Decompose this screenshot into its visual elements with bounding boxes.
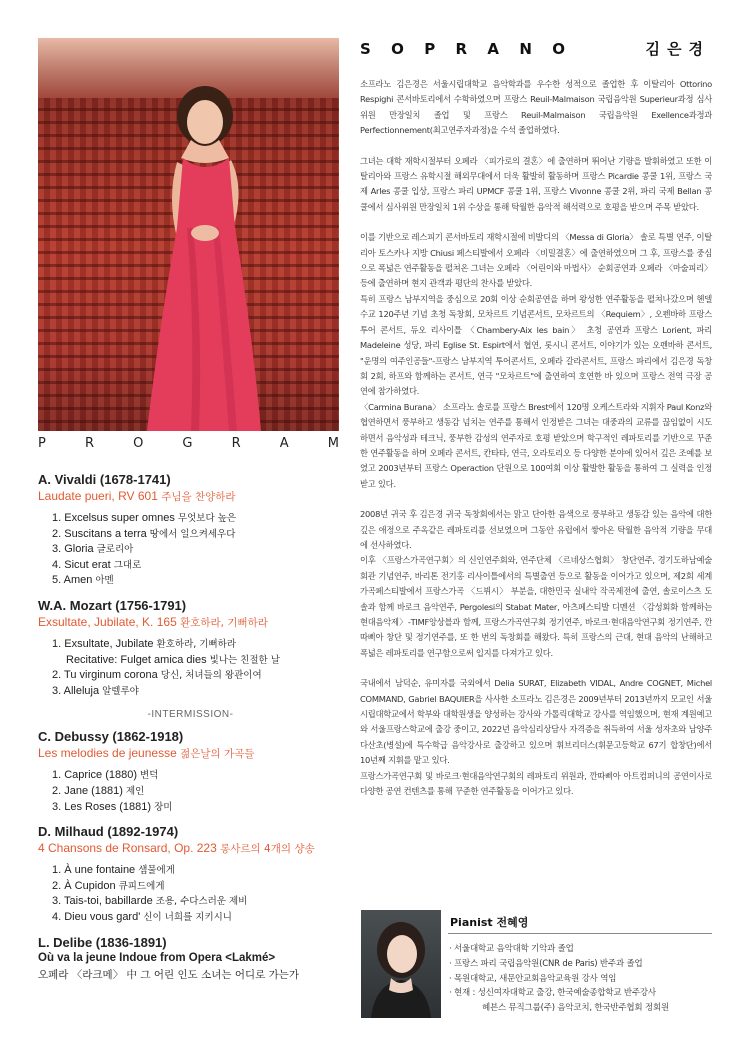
work-title-en: Les melodies de jeunesse	[38, 746, 177, 761]
career-item: 혜븐스 뮤직그룹(주) 음악코치, 한국반주협회 정회원	[482, 1003, 669, 1014]
program-letter: P	[38, 436, 46, 451]
singer-figure	[133, 78, 273, 431]
movement-ko: 아멘	[92, 575, 114, 587]
movement-list	[52, 637, 343, 699]
program-heading	[38, 436, 339, 451]
movement	[52, 511, 343, 527]
movement	[52, 863, 343, 879]
movement-ko: 환호하라, 기뻐하라	[153, 638, 236, 650]
movement	[52, 527, 343, 543]
movement	[52, 573, 343, 589]
pianist-figure	[361, 910, 441, 1018]
movement	[52, 879, 343, 895]
bio-paragraph: 그녀는 대학 재학시절부터 오페라 〈피가로의 결혼〉에 출연하며 뛰어난 기량을 발휘하였고 또한 이탈리아와 프랑스 유학시절 해외무대에서 더욱 활발히 활동하며 프랑스 Picardie 콩쿨 1위, 프랑스 국제 Arles 콩쿨 입상, 프랑스 파리 UPMCF 콩쿨 1위, 프랑스 Vivonne 콩쿨 2위, 파리 국제 Bellan 콩쿨에서 심사위원 만장일치 1위 수상을 통해 탁월한 음악적 해석력으로 호평을 받으며 주목 받았다.	[360, 155, 712, 212]
soprano-letter: A	[487, 40, 499, 58]
movement-en: 2. À Cupidon	[52, 879, 116, 892]
career-item: · 프랑스 파리 국립음악원(CNR de Paris) 반주과 졸업	[449, 958, 643, 969]
composer-milhaud: D. Milhaud (1892-1974)	[38, 824, 179, 840]
work-title	[38, 615, 343, 630]
career-item: · 서울대학교 음악대학 기악과 졸업	[449, 944, 574, 954]
career-item: · 목원대학교, 새문안교회음악교육원 강사 역임	[449, 973, 617, 984]
movement-list	[52, 511, 343, 589]
work-title-en: 4 Chansons de Ronsard, Op. 223	[38, 841, 217, 856]
movement-ko: 그대로	[110, 559, 142, 571]
movement	[52, 684, 343, 700]
movement-list	[52, 768, 343, 815]
work-title-ko: 젊은날의 가곡들	[176, 748, 255, 761]
composer-debussy: C. Debussy (1862-1918)	[38, 729, 184, 745]
bio-paragraph: 국내에서 남덕순, 유미자를 국외에서 Delia SURAT, Elizabeth VIDAL, Andre COGNET, Michel COMMAND, Gabriel BAQUIER을 사사한 소프라노 김은경은 2009년부터 2013년까지 모교인 서울시립대학교에서 학부와 대학원생을 양성하는 강사와 가톨릭대학교 강사를 역임했으며, 현재 계원예고와 서울프랑스학교에 출강 중이고, 2022년 음악심리상담사 자격증을 취득하여 서울 성자초와 남양주 다산초(병설)에 특수학급 음악강사로 출강하고 있으며 휘브리더스(휘문고등학교 67기 합창단)에서 10년째 지휘를 맡고 있다.	[360, 678, 712, 766]
soprano-letter: S	[360, 40, 371, 58]
movement-en: 3. Les Roses (1881)	[52, 800, 152, 813]
soprano-letter: R	[455, 40, 468, 58]
composer-delibes: L. Delibe (1836-1891)	[38, 934, 167, 950]
movement-en: 2. Suscitans a terra	[52, 527, 147, 540]
movement-en: 3. Alleluja	[52, 684, 100, 697]
soprano-letter: O	[391, 40, 404, 58]
soprano-letter: P	[424, 40, 436, 58]
movement	[52, 542, 343, 558]
composer-mozart: W.A. Mozart (1756-1791)	[38, 597, 187, 613]
bio-paragraph: 소프라노 김은경은 서울시립대학교 음악학과를 우수한 성적으로 졸업한 후 이탈리아 Ottorino Respighi 콘서바토리에서 수학하였으며 프랑스 Reuil-Malmaison 국립음악원 Superieur과정 심사위원 만장일치 졸업 및 프랑스 Reuil-Malmaison 국립음악원 Exellence과정과 Perfectionnement(최고연주자과정)을 수석 졸업하였다.	[360, 79, 712, 136]
movement-en: 1. À une fontaine	[52, 864, 136, 877]
movement-ko: 제인	[122, 785, 145, 797]
program-list	[38, 472, 343, 982]
movement	[52, 668, 343, 684]
program-letter: O	[133, 436, 144, 451]
bio-paragraph: 〈Carmina Burana〉 소프라노 솔로를 프랑스 Brest에서 120명 오케스트라와 지휘자 Paul Konz와 협연하면서 풍부하고 생동감 넘치는 연주를 통해서 인정받은 그녀는 대중과의 교류를 끊임없이 시도하면서 음악성과 테크닉, 풍부한 감성의 연주자로 호평 받았으며 학구적인 레파토리를 기반으로 꾸준한 연주활동을 하며 오페라 콘서트, 칸타타, 연극, 오라토리오 등 다양한 분야에 있어서 깊은 조예를 보였고 2003년부터 프랑스 Operaction 단원으로 100여회 이상 활발한 활동을 통하여 그 실력을 인정받고 있다.	[360, 401, 712, 489]
movement-en: 4. Dieu vous gard'	[52, 910, 141, 923]
movement-ko: 글로리아	[93, 544, 134, 556]
soprano-name: 김은경	[645, 40, 710, 58]
pianist-photo	[361, 910, 441, 1018]
movement-en: 5. Amen	[52, 574, 93, 587]
movement-ko: 신이 너희를 지키시니	[140, 911, 232, 923]
work-title	[38, 841, 343, 856]
movement-ko: 조용, 수다스러운 제비	[152, 896, 248, 908]
movement-en: 4. Sicut erat	[52, 558, 111, 571]
work-title	[38, 746, 343, 761]
movement-ko: 장미	[151, 801, 173, 813]
movement-en: 2. Jane (1881)	[52, 784, 123, 797]
work-title-ko: 롱사르의 4개의 샹송	[216, 843, 315, 856]
soprano-photo	[38, 38, 339, 431]
work-title-ko: 환호하라, 기뻐하라	[176, 616, 268, 629]
program-letter: A	[279, 436, 289, 451]
pianist-name: Pianist 전혜영	[450, 916, 529, 929]
divider	[448, 933, 712, 934]
work-title	[38, 489, 343, 504]
movement	[52, 894, 343, 910]
movement-ko: 빛나는 친절한 날	[206, 654, 280, 666]
soprano-letter: O	[552, 40, 565, 58]
movement-ko: 당신, 처녀들의 왕관이여	[157, 670, 262, 682]
program-letter: M	[327, 436, 339, 451]
program-letter: G	[182, 436, 193, 451]
movement-ko: 무엇보다 높은	[174, 513, 236, 524]
soprano-heading	[360, 38, 712, 60]
movement	[52, 910, 343, 926]
work-title-ko: 오페라 〈라크메〉 中 그 어린 인도 소녀는 어디로 가는가	[38, 968, 300, 981]
movement-ko: 알렐루야	[99, 685, 139, 697]
career-item: · 현재 : 성신여자대학교 출강, 한국예술종합학교 반주강사	[449, 988, 656, 999]
movement	[52, 637, 343, 653]
program-letter: R	[84, 436, 94, 451]
movement-list	[52, 863, 343, 925]
movement	[52, 768, 343, 784]
bio-paragraph: 이를 기반으로 레스피기 콘서바토리 재학시절에 비발디의 〈Messa di Gloria〉 솔로 특별 연주, 이탈리아 토스카나 지방 Chiusi 페스티발에서 오페라 〈비밀결혼〉에 출연하였으며 그 후, 프랑스를 중심으로 폭넓은 연주활동을 펼쳐온 그녀는 오페라 〈어린이와 마법사〉 순회공연과 오페라 〈마술피리〉 등에 출연하며 현지 관객과 평단의 찬사를 받았다.	[360, 232, 712, 289]
intermission: -INTERMISSION-	[147, 709, 234, 721]
movement-ko: 변덕	[137, 770, 159, 782]
movement	[52, 784, 343, 800]
bio-paragraph: 2008년 귀국 후 김은경 귀국 독창회에서는 맑고 단아한 음색으로 풍부하고 생동감 있는 음악에 대한 깊은 애정으로 주옥같은 레파토리를 선보였으며 그동안 유럽에서 쌓아온 탁월한 음악적 기량을 무대에 선사하였다.	[360, 509, 712, 550]
movement-en: 3. Tais-toi, babillarde	[52, 895, 153, 908]
bio-paragraph: 프랑스가곡연구회 및 바로크·현대음악연구회의 레파토리 위원과, 깐따삐아 아트컴퍼니의 공연이사로 다양한 공연 컨텐츠를 통해 꾸준한 연주활동을 이어가고 있다.	[360, 770, 712, 797]
biography	[360, 77, 712, 799]
movement-ko: 큐피드에게	[115, 880, 165, 892]
movement-ko: 땅에서 일으켜세우다	[146, 528, 236, 540]
composer-vivaldi: A. Vivaldi (1678-1741)	[38, 472, 171, 487]
work-title-en: Exsultate, Jubilate, K. 165	[38, 614, 177, 629]
movement-en: 1. Excelsus super omnes	[52, 512, 175, 524]
movement	[52, 800, 343, 816]
movement-ko: 샘물에게	[135, 865, 175, 877]
program-letter: R	[231, 436, 241, 451]
movement-en: 1. Caprice (1880)	[52, 769, 137, 782]
soprano-letter: N	[519, 40, 532, 58]
movement	[52, 653, 343, 669]
movement-en: 1. Exsultate, Jubilate	[52, 637, 154, 650]
movement-en: 2. Tu virginum corona	[52, 669, 158, 682]
movement-en: Recitative: Fulget amica dies	[66, 653, 207, 666]
movement-en: 3. Gloria	[52, 543, 94, 556]
pianist-career-list	[449, 942, 715, 1016]
bio-paragraph: 이후 〈프랑스가곡연구회〉의 신인연주회와, 연주단체 〈르네상스협회〉 창단연주, 경기도하남예술회관 기념연주, 바리톤 전기홍 리사이틀에서의 특별출연 등으로 활동을 이어가고 있으며, 제2회 세계가곡페스티발에서 프랑스가곡 〈드뷔시〉 부분을, 대한민국 실내악 작곡제전에 출연, 솔로이스츠 도솔과 함께 바로크 음악연주, Pergolesi의 Stabat Mater, 아츠페스티발 디멘션 〈감성회화 함께하는 현대음악제〉-TIMF앙상블과 함께, 프랑스가곡연구회 정기연주, 바로크·현대음악연구회 정기연주, 깐따삐아 창단 및 정기연주를, 또 한 번의 독창회를 해왔다. 특히 프랑스의 근대, 현대 음악의 난해하고 폭넓은 레파토리를 연구함으로써 입지를 다져가고 있다.	[360, 555, 712, 658]
work-title-ko: 주님을 찬양하라	[157, 491, 236, 503]
work-title-en: Laudate pueri, RV 601	[38, 489, 158, 503]
bio-paragraph: 특히 프랑스 남부지역을 중심으로 20회 이상 순회공연을 하며 왕성한 연주활동을 펼쳐나갔으며 헨델수교 120주년 기념 초청 독창회, 모차르트 기념콘서트, 모차르트의 〈Requiem〉, 오펜바하 프랑스 투어 콘서트, 듀오 리사이틀 〈Chambery-Aix les bain〉 초청 공연과 프랑스 Lorient, 파리 Madeleine 성당, 파리 Eglise St. Espirt에서 협연, 롯시니 콘서트, 이야기가 있는 오펜바하 콘서트, "운명의 여주인공들"-프랑스 남부지역 투어콘서트, 오페라 갈라콘서트, 프랑스 파리에서 김은경 독창회 2회, 하프와 함께하는 콘서트, 연극 "모차르트"에 출연하여 호연한 바 있으며 프랑스 전역 극장 공연에 참가하였다.	[360, 293, 712, 397]
soprano-word	[360, 40, 565, 58]
movement	[52, 558, 343, 574]
work-title-en: Où va la jeune Indoue from Opera <Lakmé>	[38, 951, 276, 964]
